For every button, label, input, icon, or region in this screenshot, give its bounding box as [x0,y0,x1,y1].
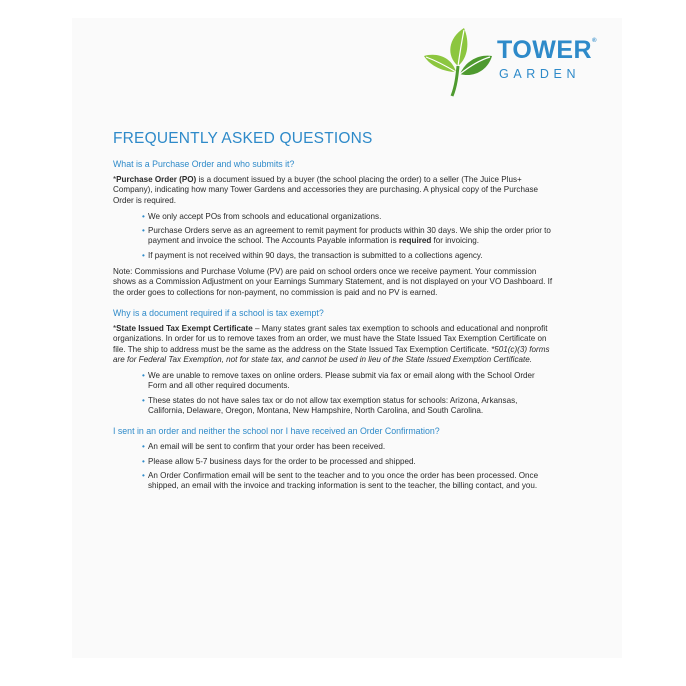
list-item: • These states do not have sales tax or do not allow tax exemption status for schools: Arizona, Arkansas, California, Delaware, Oregon, Montana, New Hampshire, North Carolina, and South Carolina. [142,395,518,416]
list-item: • If payment is not received within 90 days, the transaction is submitted to a collections agency. [142,250,483,260]
logo-wordmark-tower: TOWER® [497,36,598,64]
bullet-list [113,442,553,491]
faq-section-tax-exempt [113,308,553,416]
page-title: FREQUENTLY ASKED QUESTIONS [113,130,373,147]
leaf-logo-icon [422,26,494,98]
faq-question: What is a Purchase Order and who submits it? [113,159,295,169]
list-item: • An Order Confirmation email will be sent to the teacher and to you once the order has been processed. Once shipped, an email with the invoice and tracking information is sent to the teacher, the billing contact, and you. [142,470,539,491]
bullet-list [113,371,553,416]
list-item: • Purchase Orders serve as an agreement to remit payment for products within 30 days. We ship the order prior to payment and invoice the school. The Accounts Payable information is required for invoicing. [142,226,551,246]
faq-intro: *Purchase Order (PO) is a document issued by a buyer (the school placing the order) to a seller (The Juice Plus+ Company), indicating how many Tower Gardens and accessories they are purchasing. A physical copy of the Purchase Order is required. [113,175,538,205]
faq-content [113,130,553,498]
logo-wordmark-garden: GARDEN [499,67,581,81]
faq-intro: *State Issued Tax Exempt Certificate – Many states grant sales tax exemption to schools and educational and nonprofit organizations. In order for us to remove taxes from an order, we must have the State Issued Tax Exemption Certificate on file. The ship to address must be the same as the address on the State Issued Tax Exemption Certificate. *501(c)(3) forms are for Federal Tax Exemption, not for state tax, and cannot be used in lieu of the State Issued Exemption Certificate. [113,323,550,364]
list-item: • We only accept POs from schools and educational organizations. [142,211,382,221]
list-item: • We are unable to remove taxes on online orders. Please submit via fax or email along with the School Order Form and all other required documents. [142,371,535,391]
faq-question: Why is a document required if a school is tax exempt? [113,307,324,318]
list-item: • Please allow 5-7 business days for the order to be processed and shipped. [142,456,416,466]
faq-note: Note: Commissions and Purchase Volume (PV) are paid on school orders once we receive payment. Your commission shows as a Commission Adjustment on your Earnings Summary Statement, and is not displayed on your VO Dashboard. If the order goes to collections for non-payment, no commission is paid and no PV is earned. [113,267,553,297]
faq-question: I sent in an order and neither the school nor I have received an Order Confirmation? [113,426,440,437]
faq-section-order-confirmation [113,426,553,491]
faq-section-purchase-order [113,159,553,298]
bullet-list [113,212,553,261]
tower-garden-logo [422,26,602,98]
list-item: • An email will be sent to confirm that your order has been received. [142,442,386,452]
